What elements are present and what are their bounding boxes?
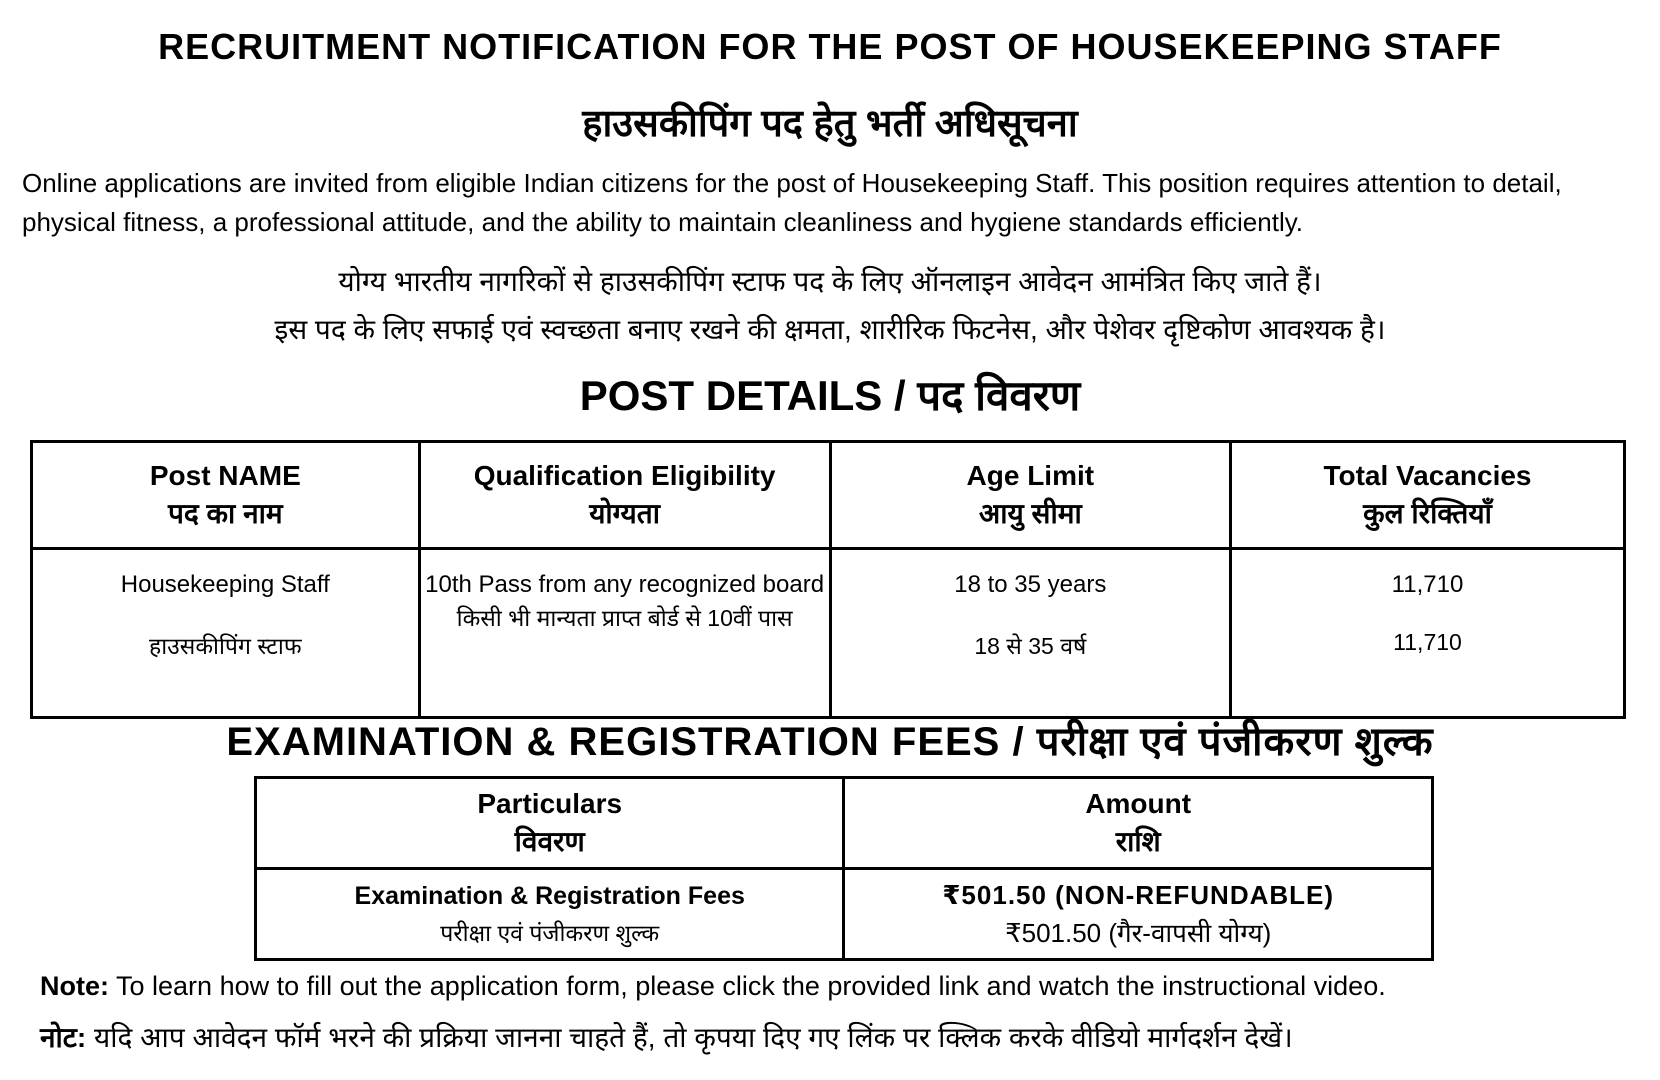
fee-amount-en: ₹501.50 (NON-REFUNDABLE) — [942, 880, 1335, 910]
cell-age-limit-hi: 18 से 35 वर्ष — [974, 633, 1087, 659]
cell-post-name-en: Housekeeping Staff — [120, 571, 330, 598]
header-amount-hi: राशि — [1115, 826, 1161, 857]
cell-qualification-en: 10th Pass from any recognized board — [425, 571, 825, 598]
cell-amount — [844, 869, 1433, 960]
note-english — [40, 968, 1640, 1004]
fee-table — [254, 776, 1434, 961]
title-english: RECRUITMENT NOTIFICATION FOR THE POST OF HOUSEKEEPING STAFF — [158, 26, 1502, 67]
intro-hindi — [0, 258, 1660, 354]
cell-total-vacancies-en: 11,710 — [1391, 571, 1464, 598]
fee-particular-hi: परीक्षा एवं पंजीकरण शुल्क — [440, 920, 660, 946]
title-hindi: हाउसकीपिंग पद हेतु भर्ती अधिसूचना — [582, 103, 1078, 145]
header-post-name — [32, 442, 420, 549]
cell-qualification-hi: किसी भी मान्यता प्राप्त बोर्ड से 10वीं पास — [456, 605, 793, 631]
table-row — [32, 549, 1625, 718]
cell-qualification — [419, 549, 830, 718]
header-age-limit — [830, 442, 1230, 549]
header-age-limit-hi: आयु सीमा — [978, 498, 1082, 529]
header-particulars-hi: विवरण — [514, 826, 585, 857]
header-particulars-en: Particulars — [477, 788, 623, 819]
table-row — [256, 869, 1433, 960]
cell-particulars — [256, 869, 844, 960]
note-hindi-text: यदि आप आवेदन फॉर्म भरने की प्रक्रिया जानना चाहते हैं, तो कृपया दिए गए लिंक पर क्लिक करके वीडियो मार्गदर्शन देखें। — [86, 1022, 1293, 1053]
header-qualification-en: Qualification Eligibility — [473, 460, 776, 491]
header-amount-en: Amount — [1085, 788, 1192, 819]
header-age-limit-en: Age Limit — [966, 460, 1095, 491]
cell-post-name — [32, 549, 420, 718]
intro-english: Online applications are invited from eligible Indian citizens for the post of Housekeeping Staff. This position requires attention to detail, physical fitness, a professional attitude, and the ability to maintain cleanliness and hygiene standards efficiently. — [22, 168, 1562, 237]
fee-particular-en: Examination & Registration Fees — [354, 882, 745, 910]
cell-total-vacancies — [1230, 549, 1624, 718]
header-post-name-hi: पद का नाम — [167, 498, 283, 529]
cell-post-name-hi: हाउसकीपिंग स्टाफ — [149, 633, 302, 659]
header-total-vacancies-hi: कुल रिक्तियाँ — [1363, 498, 1492, 529]
post-details-heading: POST DETAILS / पद विवरण — [579, 372, 1081, 419]
header-amount — [844, 778, 1433, 869]
note-hindi-label: नोट: — [40, 1022, 87, 1053]
cell-age-limit-en: 18 to 35 years — [954, 571, 1107, 598]
fees-heading: EXAMINATION & REGISTRATION FEES / परीक्षा एवं पंजीकरण शुल्क — [226, 720, 1434, 764]
header-total-vacancies-en: Total Vacancies — [1323, 460, 1532, 491]
post-table-header-row — [32, 442, 1625, 549]
intro-hindi-line-2: इस पद के लिए सफाई एवं स्वच्छता बनाए रखने की क्षमता, शारीरिक फिटनेस, और पेशेवर दृष्टिकोण आवश्यक है। — [274, 314, 1386, 345]
cell-age-limit — [830, 549, 1230, 718]
header-post-name-en: Post NAME — [149, 460, 301, 491]
post-details-table — [30, 440, 1626, 719]
header-particulars — [256, 778, 844, 869]
header-qualification-hi: योग्यता — [589, 498, 660, 529]
cell-total-vacancies-hi: 11,710 — [1393, 629, 1462, 655]
header-total-vacancies — [1230, 442, 1624, 549]
note-english-text: To learn how to fill out the application form, please click the provided link and watch the instructional video. — [109, 971, 1386, 1001]
note-english-label: Note: — [40, 971, 109, 1001]
fee-table-header-row — [256, 778, 1433, 869]
header-qualification — [419, 442, 830, 549]
intro-hindi-line-1: योग्य भारतीय नागरिकों से हाउसकीपिंग स्टाफ पद के लिए ऑनलाइन आवेदन आमंत्रित किए जाते हैं। — [338, 266, 1322, 297]
fee-amount-hi: ₹501.50 (गैर-वापसी योग्य) — [1005, 918, 1272, 948]
note-hindi — [40, 1018, 1640, 1058]
